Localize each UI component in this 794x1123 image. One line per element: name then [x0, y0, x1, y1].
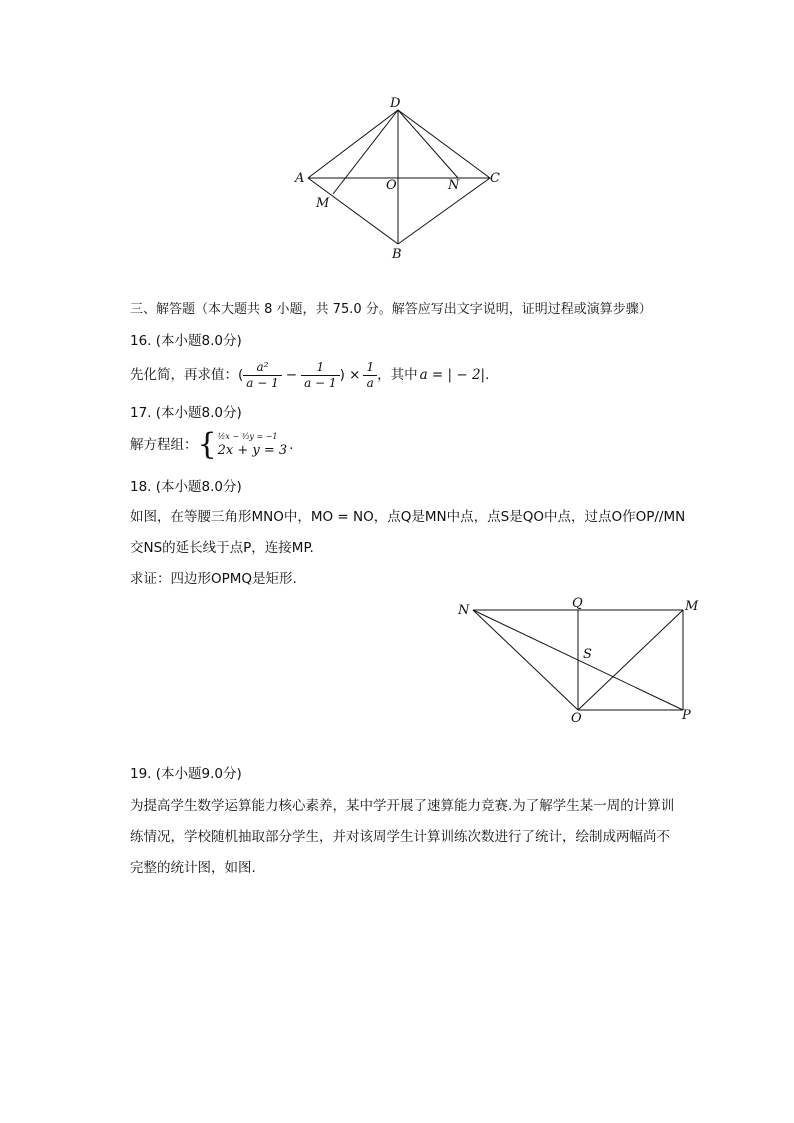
point-label-o2: O — [571, 711, 582, 726]
point-label-d: D — [390, 96, 401, 111]
q19-line3: 完整的统计图，如图. — [130, 860, 256, 876]
q16-minus: − — [285, 367, 298, 383]
q17-prefix: 解方程组： — [130, 437, 198, 453]
q16-frac3-denominator: a — [366, 375, 374, 390]
point-label-o: O — [386, 178, 397, 193]
q16-condition: a = | − 2| — [419, 367, 486, 383]
point-label-m: M — [316, 196, 330, 211]
q16-frac1-numerator: a² — [243, 360, 281, 376]
point-label-q: Q — [572, 596, 583, 611]
segment-no — [473, 610, 578, 710]
point-label-m2: M — [685, 599, 699, 614]
q19-header: 19. (本小题9.0分) — [130, 766, 242, 782]
point-label-p: P — [682, 708, 691, 723]
point-label-n: N — [448, 178, 460, 193]
q17-end: . — [289, 437, 294, 453]
q18-line1: 如图，在等腰三角形MNO中，MO = NO，点Q是MN中点，点S是QO中点，过点O作OP//MN — [130, 509, 686, 525]
point-label-c: C — [490, 171, 500, 186]
q16-frac1-denominator: a − 1 — [246, 375, 279, 390]
point-label-s: S — [583, 647, 592, 662]
segment-om — [578, 610, 683, 710]
q18-line2: 交NS的延长线于点P，连接MP. — [130, 540, 314, 556]
q17-header: 17. (本小题8.0分) — [130, 405, 242, 421]
q17-eq1: ½x − ³⁄₂y = −1 — [217, 432, 278, 441]
q18-line3: 求证：四边形OPMQ是矩形. — [130, 571, 297, 587]
q17-brace: { — [197, 427, 217, 462]
q18-header: 18. (本小题8.0分) — [130, 479, 242, 495]
q16-frac3-numerator: 1 — [363, 360, 377, 376]
q16-times: ) × — [339, 367, 361, 383]
q16-frac2-numerator: 1 — [301, 360, 339, 376]
section-heading: 三、解答题（本大题共 8 小题，共 75.0 分。解答应写出文字说明，证明过程或演算步骤） — [130, 302, 652, 317]
q16-suffix: ，其中 — [377, 367, 418, 383]
q19-line1: 为提高学生数学运算能力核心素养，某中学开展了速算能力竞赛.为了解学生某一周的计算训 — [130, 798, 675, 814]
point-label-b: B — [392, 247, 402, 262]
q17-eq2: 2x + y = 3 — [217, 443, 288, 458]
q19-line2: 练情况，学校随机抽取部分学生，并对该周学生计算训练次数进行了统计，绘制成两幅尚不 — [130, 829, 670, 845]
q16-frac2-denominator: a − 1 — [304, 375, 337, 390]
point-label-n2: N — [458, 603, 470, 618]
point-label-a: A — [295, 171, 305, 186]
q16-end: . — [485, 367, 490, 383]
q16-prefix: 先化简，再求值：( — [130, 367, 244, 383]
q16-header: 16. (本小题8.0分) — [130, 333, 242, 349]
